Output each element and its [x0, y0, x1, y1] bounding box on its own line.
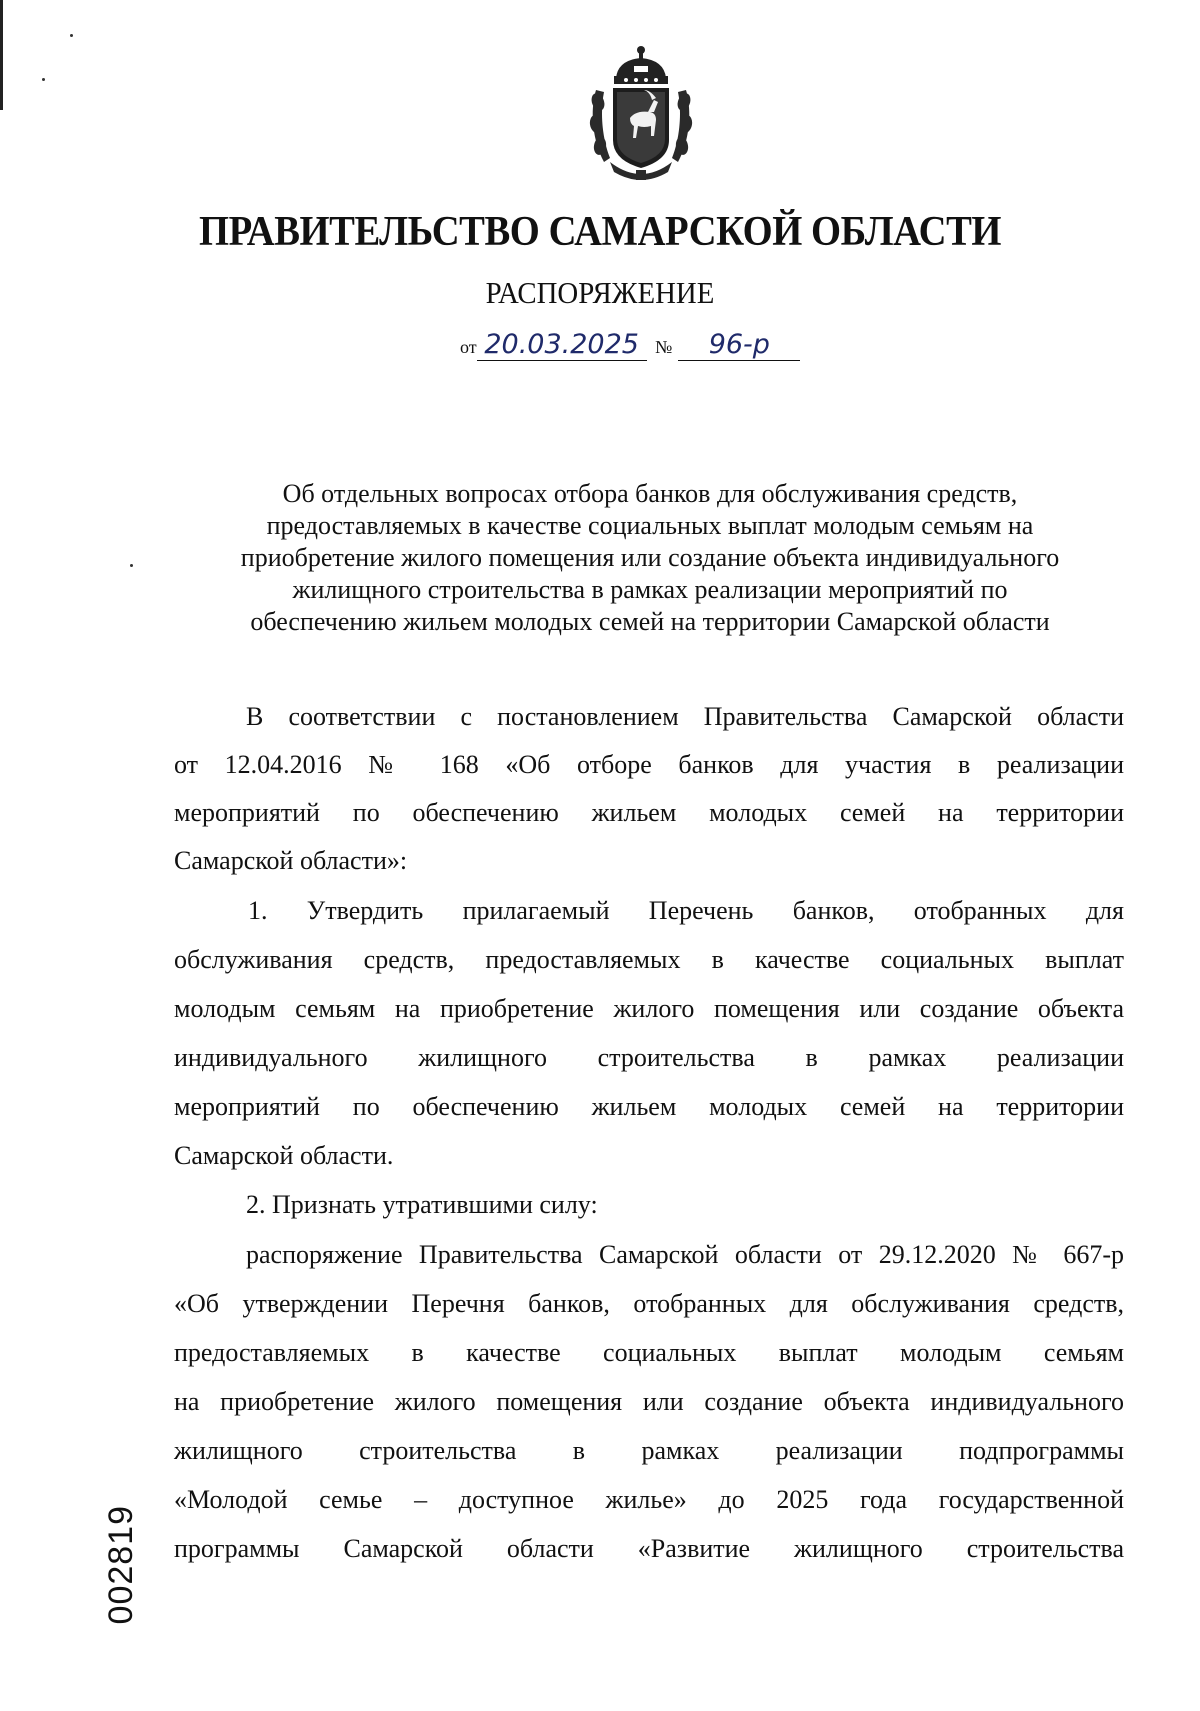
scan-speck — [130, 564, 133, 567]
body-line: «Об утверждении Перечня банков, отобранных для обслуживания средств, — [174, 1289, 1124, 1318]
subject-line: приобретение жилого помещения или создание объекта индивидуального — [240, 543, 1060, 572]
authority-title: ПРАВИТЕЛЬСТВО САМАРСКОЙ ОБЛАСТИ — [199, 209, 1001, 255]
handwritten-date: 20.03.2025 — [477, 330, 647, 361]
scan-speck — [42, 78, 45, 81]
body-line: Самарской области»: — [174, 846, 408, 875]
body-line: жилищного строительства в рамках реализации подпрограммы — [174, 1436, 1124, 1465]
subject-line: предоставляемых в качестве социальных выплат молодым семьям на — [266, 511, 1034, 540]
body-line: 2. Признать утратившими силу: — [246, 1190, 598, 1219]
scan-margin-line — [0, 0, 3, 110]
coat-of-arms-emblem — [586, 40, 696, 188]
scan-speck — [70, 34, 73, 37]
body-line: В соответствии с постановлением Правительства Самарской области — [246, 702, 1124, 731]
body-line: обслуживания средств, предоставляемых в качестве социальных выплат — [174, 945, 1124, 974]
body-line: индивидуального жилищного строительства в рамках реализации — [174, 1043, 1124, 1072]
body-line: предоставляемых в качестве социальных выплат молодым семьям — [174, 1338, 1124, 1367]
body-line: мероприятий по обеспечению жильем молодых семей на территории — [174, 1092, 1124, 1121]
body-line: Самарской области. — [174, 1141, 394, 1170]
body-line: «Молодой семье – доступное жилье» до 2025 года государственной — [174, 1485, 1124, 1514]
date-number-line — [460, 330, 800, 361]
handwritten-number: 96-р — [678, 330, 800, 361]
body-line: от 12.04.2016 № 168 «Об отборе банков для участия в реализации — [174, 750, 1124, 779]
body-line: 1. Утвердить прилагаемый Перечень банков, отобранных для — [248, 896, 1124, 925]
body-line: мероприятий по обеспечению жильем молодых семей на территории — [174, 798, 1124, 827]
body-line: молодым семьям на приобретение жилого помещения или создание объекта — [174, 994, 1124, 1023]
serial-number: 002819 — [102, 1505, 140, 1625]
subject-line: обеспечению жильем молодых семей на территории Самарской области — [250, 607, 1050, 636]
document-subject — [190, 478, 1110, 638]
body-line: программы Самарской области «Развитие жилищного строительства — [174, 1534, 1124, 1563]
document-type: РАСПОРЯЖЕНИЕ — [485, 275, 715, 310]
body-line: распоряжение Правительства Самарской области от 29.12.2020 № 667-р — [246, 1240, 1124, 1269]
date-prefix: от — [460, 337, 477, 357]
subject-line: Об отдельных вопросах отбора банков для обслуживания средств, — [282, 479, 1018, 508]
subject-line: жилищного строительства в рамках реализации мероприятий по — [292, 575, 1008, 604]
body-line: на приобретение жилого помещения или создание объекта индивидуального — [174, 1387, 1124, 1416]
number-prefix: № — [655, 337, 673, 357]
